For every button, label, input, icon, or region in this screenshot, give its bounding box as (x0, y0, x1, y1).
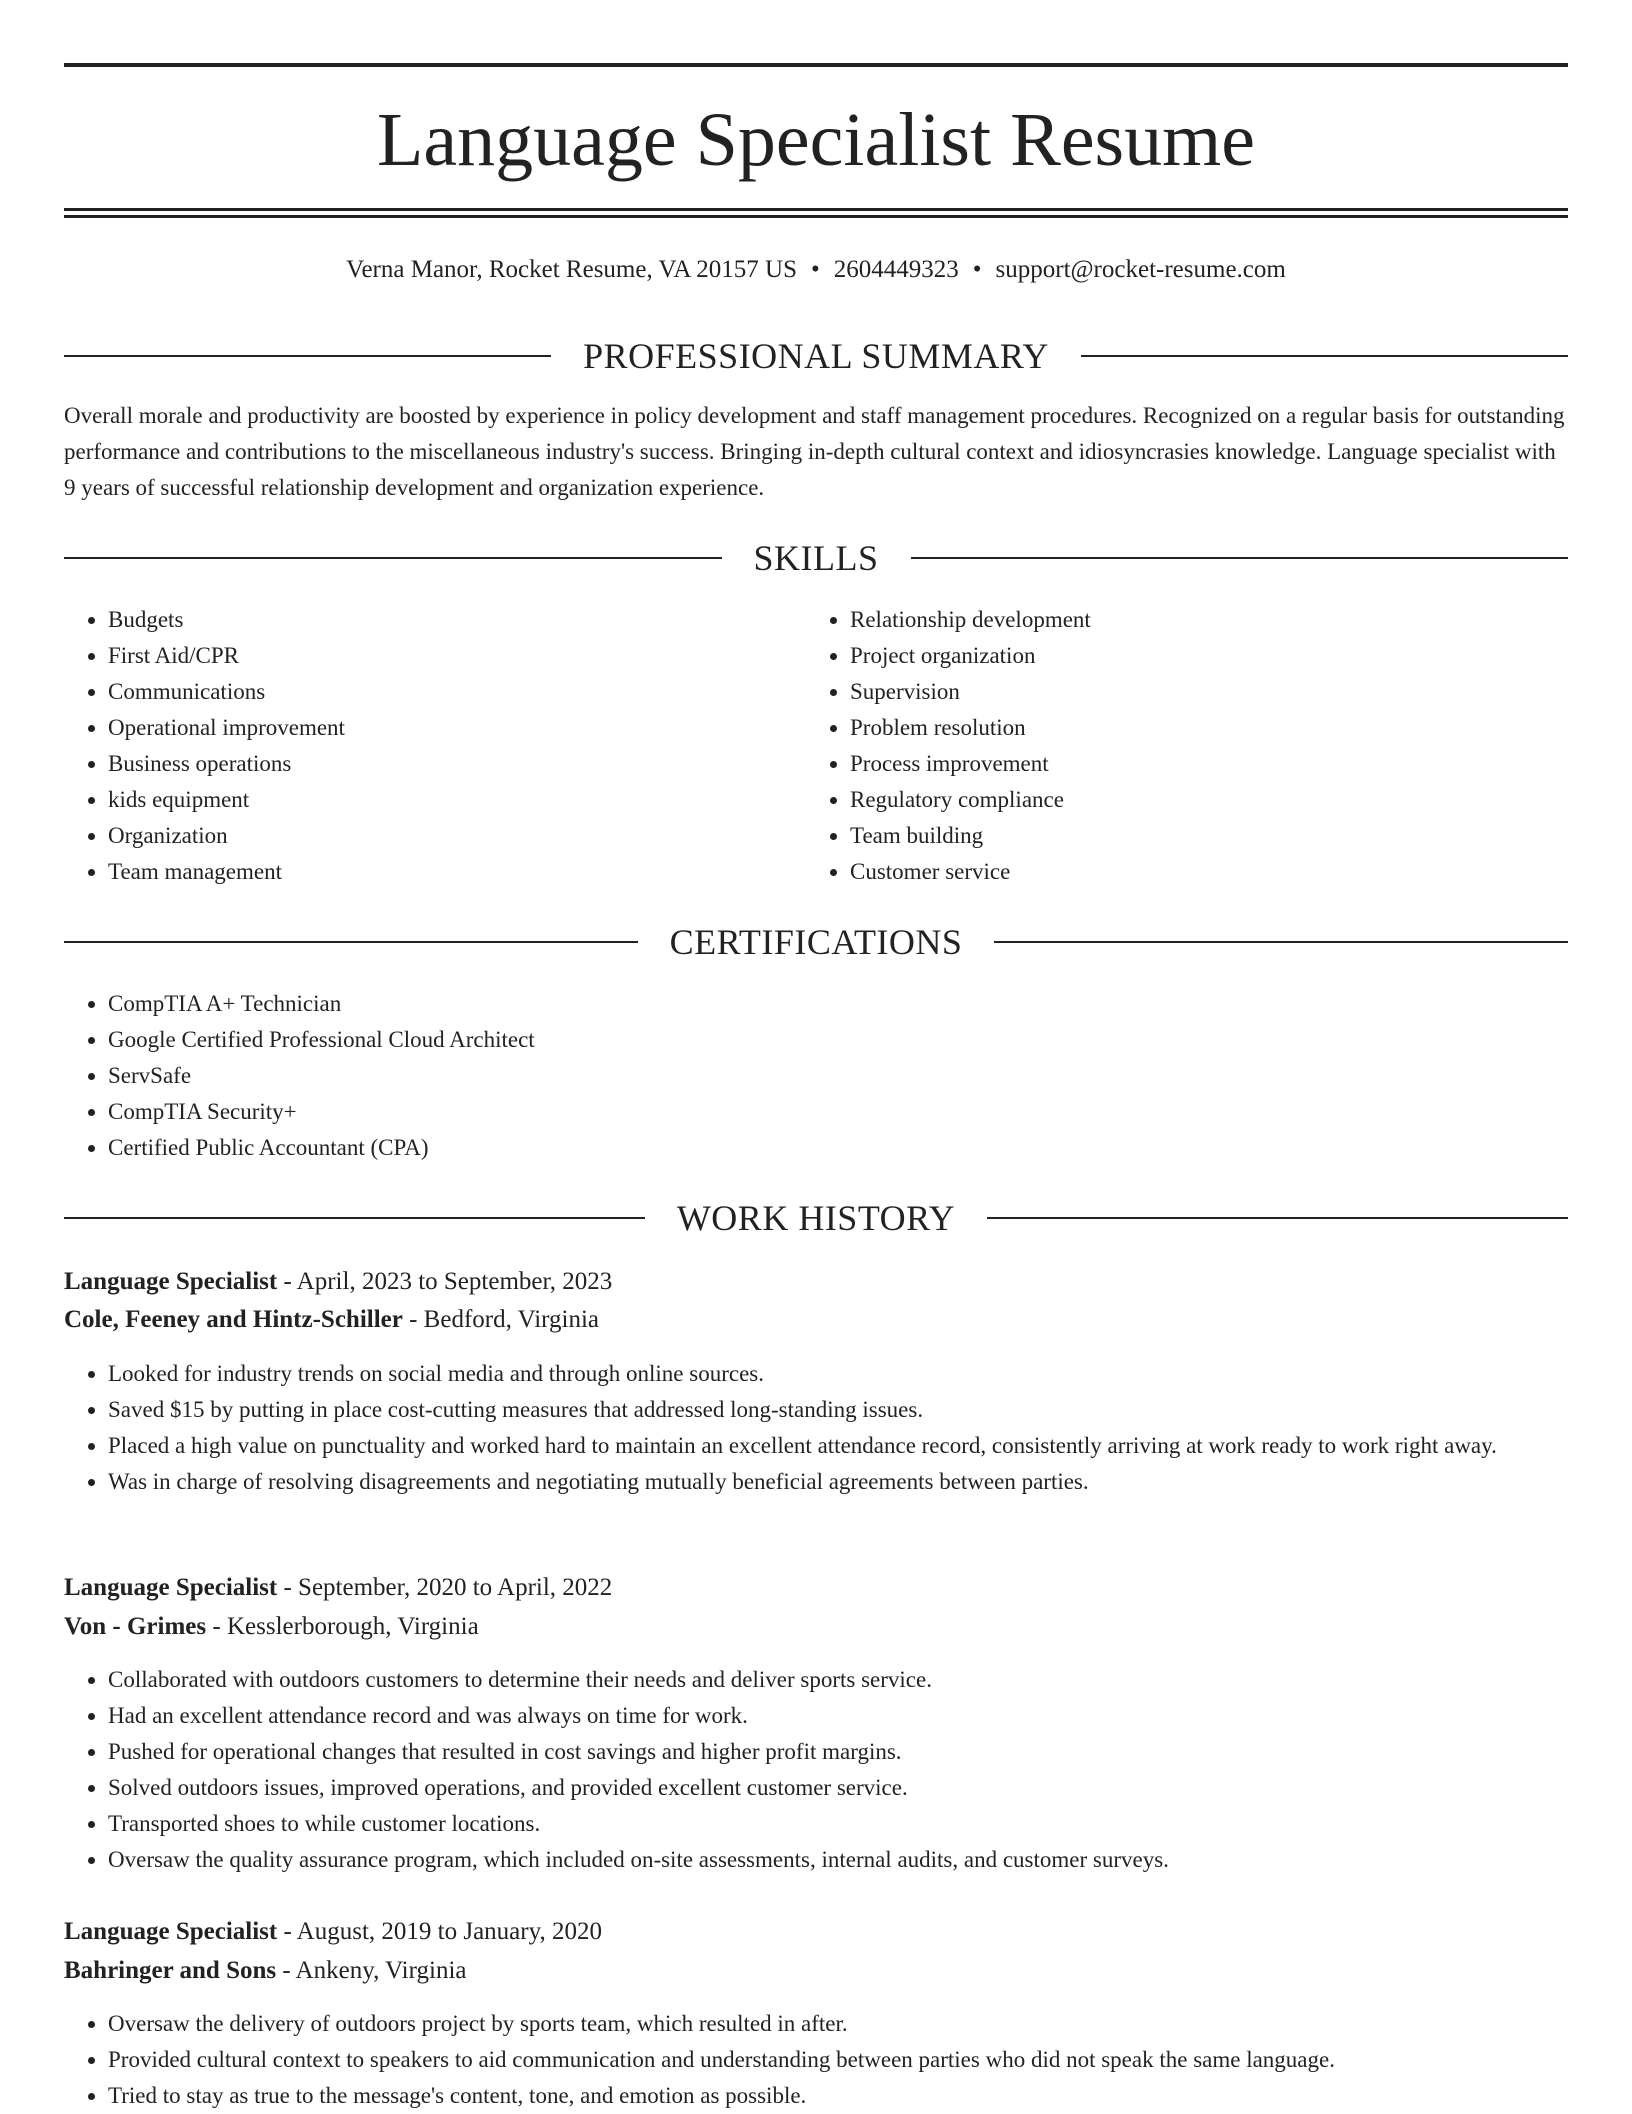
certification-item: • ServSafe (108, 1058, 1612, 1094)
summary-text: Overall morale and productivity are boosted by experience in policy development and staff management procedures. Recognized on a regular basis for outstanding performance and contributions to the miscellaneous industry's success. Bringing in-depth cultural context and idiosyncrasies knowledge. Language specialist with 9 years of successful relationship development and organization experience. (64, 403, 1565, 500)
skill-item: • Customer service (850, 854, 1610, 890)
job-company: Cole, Feeney and Hintz-Schiller (64, 1306, 403, 1333)
job-bullet: • Tried to stay as true to the message's content, tone, and emotion as possible. (108, 2078, 1612, 2114)
certification-item: • Google Certified Professional Cloud Architect (108, 1022, 1612, 1058)
job-bullet: • Oversaw the quality assurance program, which included on-site assessments, internal audits, and customer surveys. (108, 1842, 1612, 1878)
skill-item: • kids equipment (108, 782, 808, 818)
contact-separator: • (972, 256, 982, 283)
skill-item: • Communications (108, 674, 808, 710)
certification-item: • Certified Public Accountant (CPA) (108, 1130, 1612, 1166)
section-rule-left (64, 355, 551, 357)
certification-item: • CompTIA A+ Technician (108, 986, 1612, 1022)
job-company-line (64, 1607, 1568, 1647)
section-rule-right (911, 557, 1569, 559)
job-title-line (64, 1568, 1568, 1608)
job-bullet-list (64, 1662, 1612, 1878)
job-title-line (64, 1262, 1568, 1302)
section-rule-right (1081, 355, 1568, 357)
section-title: PROFESSIONAL SUMMARY (583, 336, 1049, 376)
section-heading-work-history (64, 1196, 1568, 1240)
page-title: Language Specialist Resume (377, 98, 1255, 182)
contact-separator: • (811, 256, 820, 283)
skill-item: • Team management (108, 854, 808, 890)
job-bullet: • Saved $15 by putting in place cost-cutting measures that addressed long-standing issues. (108, 1392, 1612, 1428)
job-title: Language Specialist (64, 1918, 278, 1945)
skill-item: • Project organization (850, 638, 1610, 674)
skill-item: • Organization (108, 818, 808, 854)
section-heading-skills (64, 536, 1568, 580)
job-title: Language Specialist (64, 1574, 278, 1601)
title-double-rule (64, 208, 1568, 218)
section-rule-left (64, 557, 722, 559)
skills-list-right (806, 602, 1610, 890)
job-bullet: • Looked for industry trends on social media and through online sources. (108, 1356, 1612, 1392)
job-company: Bahringer and Sons (64, 1957, 277, 1984)
skill-item: • Regulatory compliance (850, 782, 1610, 818)
section-heading-certifications (64, 920, 1568, 964)
section-heading-summary (64, 334, 1568, 378)
job-bullet: • Oversaw the delivery of outdoors project by sports team, which resulted in after. (108, 2006, 1612, 2042)
skill-item: • Problem resolution (850, 710, 1610, 746)
job-bullet: • Placed a high value on punctuality and worked hard to maintain an excellent attendance record, consistently arriving at work ready to work right away. (108, 1428, 1612, 1464)
skill-item: • Team building (850, 818, 1610, 854)
section-rule-right (987, 1217, 1568, 1219)
job-company: Von - Grimes (64, 1613, 207, 1640)
contact-line (64, 252, 1568, 288)
job-dates: - August, 2019 to January, 2020 (277, 1918, 602, 1945)
section-rule-left (64, 1217, 645, 1219)
job-dates: - April, 2023 to September, 2023 (277, 1268, 613, 1295)
job-bullet-list (64, 1356, 1612, 1500)
job-company-line (64, 1951, 1568, 1991)
job-location: - Ankeny, Virginia (276, 1957, 467, 1984)
job-title: Language Specialist (64, 1268, 278, 1295)
skill-item: • Relationship development (850, 602, 1610, 638)
section-rule-left (64, 941, 638, 943)
section-title: CERTIFICATIONS (669, 922, 963, 962)
top-rule (64, 63, 1568, 67)
job-dates: - September, 2020 to April, 2022 (277, 1574, 613, 1601)
certification-item: • CompTIA Security+ (108, 1094, 1612, 1130)
skill-item: • Process improvement (850, 746, 1610, 782)
job-company-line (64, 1300, 1568, 1340)
skill-item: • Supervision (850, 674, 1610, 710)
certifications-list (64, 986, 1612, 1166)
skill-item: • Budgets (108, 602, 808, 638)
section-title: WORK HISTORY (676, 1198, 956, 1238)
job-bullet: • Transported shoes to while customer locations. (108, 1806, 1612, 1842)
skill-item: • First Aid/CPR (108, 638, 808, 674)
section-rule-right (994, 941, 1568, 943)
job-bullet: • Pushed for operational changes that resulted in cost savings and higher profit margins. (108, 1734, 1612, 1770)
contact-email: support@rocket-resume.com (995, 256, 1286, 283)
contact-address: Verna Manor, Rocket Resume, VA 20157 US (346, 256, 797, 283)
job-bullet: • Solved outdoors issues, improved operations, and provided excellent customer service. (108, 1770, 1612, 1806)
job-bullet: • Had an excellent attendance record and was always on time for work. (108, 1698, 1612, 1734)
job-bullet: • Was in charge of resolving disagreements and negotiating mutually beneficial agreements between parties. (108, 1464, 1612, 1500)
contact-phone: 2604449323 (833, 256, 959, 283)
job-bullet: • Provided cultural context to speakers to aid communication and understanding between parties who did not speak the same language. (108, 2042, 1612, 2078)
job-bullet: • Collaborated with outdoors customers to determine their needs and deliver sports service. (108, 1662, 1612, 1698)
job-title-line (64, 1912, 1568, 1952)
job-location: - Kesslerborough, Virginia (206, 1613, 479, 1640)
skill-item: • Business operations (108, 746, 808, 782)
job-bullet-list (64, 2006, 1612, 2114)
skills-list-left (64, 602, 808, 890)
skill-item: • Operational improvement (108, 710, 808, 746)
section-title: SKILLS (753, 538, 879, 578)
job-location: - Bedford, Virginia (402, 1306, 599, 1333)
